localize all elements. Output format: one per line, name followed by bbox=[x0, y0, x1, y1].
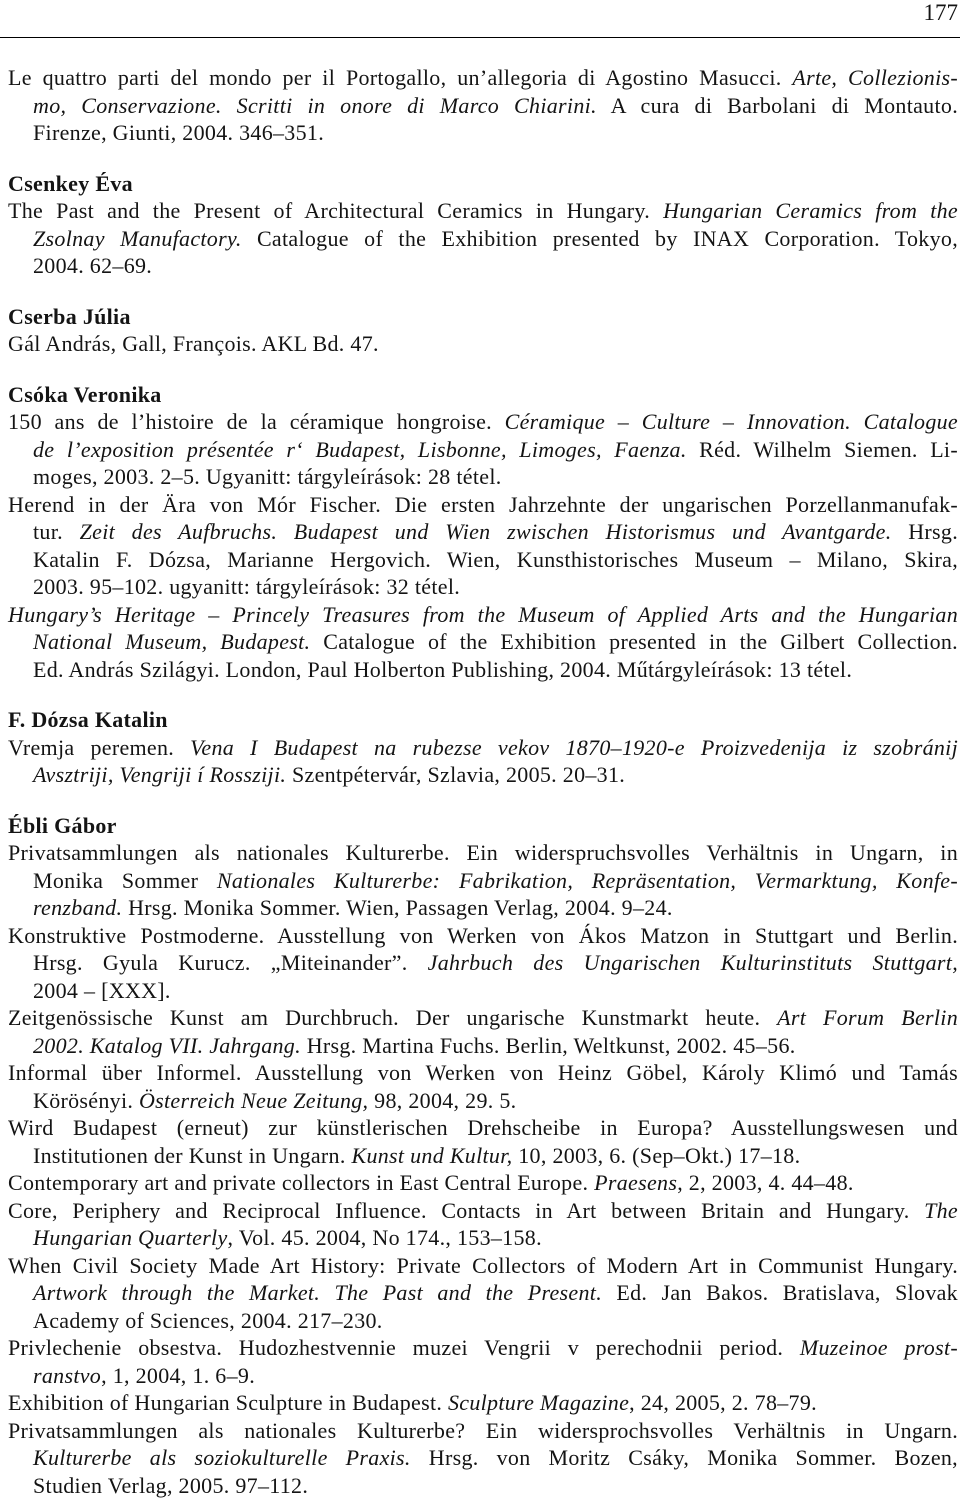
text-segment: Hrsg. Martina Fuchs. Berlin, Weltkunst, 2002. 45–56. bbox=[300, 1032, 796, 1058]
bibliography-entry bbox=[8, 197, 958, 280]
text-segment: Vremja peremen. bbox=[8, 734, 191, 760]
text-segment: Privatsammlungen als nationales Kulturerbe? Ein widersprochsvolles Verhältnis in Ungarn. bbox=[8, 1417, 958, 1443]
entry-line bbox=[8, 1197, 958, 1225]
entry-line bbox=[33, 1444, 958, 1472]
text-segment: Hrsg. von Moritz Csáky, Monika Sommer. Bozen, bbox=[410, 1445, 958, 1470]
italic-title: Vena I Budapest na rubezse vekov 1870–1920-e Proizvedenija iz szobránij bbox=[190, 734, 958, 760]
text-segment: Privlechenie obsestva. Hudozhestvennie muzei Vengrii v perechodnii period. bbox=[8, 1335, 800, 1360]
text-segment: tur. bbox=[33, 519, 80, 544]
text-segment: 150 ans de l’histoire de la céramique hongroise. bbox=[8, 409, 505, 434]
text-segment: 10, 2003, 6. (Sep–Okt.) 17–18. bbox=[512, 1142, 801, 1168]
italic-title: Praesens bbox=[594, 1170, 678, 1195]
author-name: Csóka Veronika bbox=[8, 381, 162, 407]
italic-title: mo, Conservazione. Scritti in onore di Marco Chiarini. bbox=[33, 92, 597, 118]
entry-line bbox=[33, 628, 958, 656]
text-segment: 2004. 62–69. bbox=[33, 253, 153, 278]
entry-line bbox=[33, 1087, 958, 1115]
text-segment: , Vol. 45. 2004, No 174., 153–158. bbox=[227, 1225, 542, 1250]
entry-line bbox=[33, 518, 958, 546]
bibliography-entry bbox=[8, 1334, 958, 1389]
italic-title: Art Forum Berlin bbox=[777, 1005, 958, 1030]
bibliography-entry bbox=[8, 1169, 958, 1197]
bibliography-entry bbox=[8, 330, 958, 358]
author-name: F. Dózsa Katalin bbox=[8, 707, 168, 732]
author-name: Cserba Júlia bbox=[8, 303, 131, 329]
text-segment: Exhibition of Hungarian Sculpture in Budapest. bbox=[8, 1390, 448, 1415]
entry-line bbox=[33, 463, 958, 491]
italic-title: Hungary’s Heritage – Princely Treasures from the Museum of Applied Arts and the Hungarian bbox=[8, 601, 958, 627]
bibliography-entry bbox=[8, 922, 958, 1005]
author-section bbox=[8, 812, 958, 1500]
entry-line bbox=[8, 1417, 958, 1445]
italic-title: 2002. Katalog VII. Jahrgang. bbox=[33, 1032, 301, 1058]
text-segment: Privatsammlungen als nationales Kulturerbe. Ein widerspruchsvolles Verhältnis in Ungarn, in bbox=[8, 840, 958, 865]
italic-title: Kunst und Kultur, bbox=[351, 1142, 513, 1168]
bibliography-entry bbox=[8, 408, 958, 491]
bibliography-entry bbox=[8, 64, 958, 147]
entry-line bbox=[8, 491, 958, 519]
text-segment: Contemporary art and private collectors in East Central Europe. bbox=[8, 1170, 595, 1195]
entry-line bbox=[33, 1362, 958, 1390]
bibliography-entry bbox=[8, 839, 958, 922]
bibliography-entry bbox=[8, 1197, 958, 1252]
text-segment: A cura di Barbolani di Montauto. bbox=[596, 92, 958, 118]
author-section bbox=[8, 303, 958, 358]
italic-title: Sculpture Magazine bbox=[447, 1390, 630, 1415]
entry-line bbox=[33, 949, 958, 977]
entry-line bbox=[33, 1279, 958, 1307]
text-segment: , 2, 2003, 4. 44–48. bbox=[677, 1170, 854, 1195]
text-segment: Catalogue of the Exhibition presented by INAX Corporation. Tokyo, bbox=[241, 225, 958, 251]
text-segment: Ed. Jan Bakos. Bratislava, Slovak bbox=[602, 1280, 958, 1305]
text-segment: , 1, 2004, 1. 6–9. bbox=[101, 1362, 256, 1388]
italic-title: Hungarian Quarterly bbox=[33, 1225, 228, 1250]
text-segment: Informal über Informel. Ausstellung von Werken von Heinz Göbel, Károly Klimó und Tamás bbox=[8, 1060, 958, 1085]
page-number: 177 bbox=[923, 0, 958, 25]
text-segment: Institutionen der Kunst in Ungarn. bbox=[33, 1142, 352, 1168]
text-segment: Wird Budapest (erneut) zur künstlerischen Drehscheibe in Europa? Ausstellungswesen und bbox=[8, 1115, 958, 1140]
text-segment: Core, Periphery and Reciprocal Influence. Contacts in Art between Britain and Hungary. bbox=[8, 1197, 925, 1223]
entry-line bbox=[33, 1142, 958, 1170]
entry-line bbox=[8, 1169, 958, 1197]
text-segment: Körösényi. bbox=[33, 1087, 139, 1113]
bibliography-entry bbox=[8, 1004, 958, 1059]
text-segment: 2004 – [XXX]. bbox=[33, 977, 171, 1003]
italic-title: Céramique – Culture – Innovation. Catalogue bbox=[504, 409, 959, 434]
entry-line bbox=[33, 1224, 958, 1252]
bibliography-entry bbox=[8, 734, 958, 789]
entry-line bbox=[33, 867, 958, 895]
author-section bbox=[8, 706, 958, 789]
text-segment: Ed. András Szilágyi. London, Paul Holberton Publishing, 2004. Műtárgyleírások: 13 tétel. bbox=[33, 656, 853, 682]
entry-line bbox=[33, 573, 958, 601]
text-segment: Firenze, Giunti, 2004. 346–351. bbox=[33, 120, 324, 145]
italic-title: The bbox=[924, 1197, 958, 1223]
entry-line bbox=[8, 1114, 958, 1142]
entry-line bbox=[33, 225, 958, 253]
entry-line bbox=[8, 734, 958, 762]
entry-line bbox=[33, 1032, 958, 1060]
entry-line bbox=[33, 761, 958, 789]
entry-line bbox=[33, 546, 958, 574]
italic-title: Österreich Neue Zeitung, bbox=[138, 1087, 369, 1113]
italic-title: de l’exposition présentée r‘ Budapest, Lisbonne, Limoges, Faenza. bbox=[33, 436, 687, 462]
text-segment: Gál András, Gall, François. AKL Bd. 47. bbox=[8, 331, 379, 356]
text-segment: Szentpétervár, Szlavia, 2005. 20–31. bbox=[286, 762, 626, 787]
header-rule bbox=[0, 37, 960, 38]
italic-title: Artwork through the Market. The Past and the Present. bbox=[33, 1280, 602, 1305]
text-segment: 2003. 95–102. ugyanitt: tárgyleírások: 32 tétel. bbox=[33, 574, 461, 599]
italic-title: ranstvo bbox=[33, 1362, 102, 1388]
italic-title: Avsztriji, Vengriji í Rossziji. bbox=[33, 762, 287, 787]
entry-line bbox=[33, 92, 958, 120]
italic-title: Hungarian Ceramics from the bbox=[663, 198, 958, 223]
author-section bbox=[8, 170, 958, 280]
entry-line bbox=[8, 1252, 958, 1280]
entry-line bbox=[8, 197, 958, 225]
italic-title: Arte, Collezionis- bbox=[792, 65, 958, 90]
entry-line bbox=[8, 1389, 958, 1417]
entry-line bbox=[33, 977, 958, 1005]
author-name: Ébli Gábor bbox=[8, 812, 117, 838]
text-segment: Hrsg. Gyula Kurucz. „Miteinander”. bbox=[33, 950, 428, 975]
text-segment: Hrsg. Monika Sommer. Wien, Passagen Verlag, 2004. 9–24. bbox=[122, 895, 673, 920]
italic-title: Nationales Kulturerbe: Fabrikation, Repräsentation, Vermarktung, Konfe- bbox=[216, 867, 958, 893]
text-segment: Katalin F. Dózsa, Marianne Hergovich. Wien, Kunsthistorisches Museum – Milano, Skira, bbox=[33, 546, 958, 572]
entry-line bbox=[8, 408, 958, 436]
italic-title: National Museum, Budapest. bbox=[33, 629, 311, 654]
bibliography-entry bbox=[8, 1417, 958, 1500]
italic-title: Jahrbuch des Ungarischen Kulturinstituts Stuttgart, bbox=[427, 950, 958, 975]
text-segment: Herend in der Ära von Mór Fischer. Die ersten Jahrzehnte der ungarischen Porzellanmanufak- bbox=[8, 491, 958, 517]
entry-line bbox=[8, 922, 958, 950]
text-segment: Academy of Sciences, 2004. 217–230. bbox=[33, 1307, 383, 1333]
text-segment: , 24, 2005, 2. 78–79. bbox=[629, 1390, 817, 1415]
entry-line bbox=[33, 1472, 958, 1500]
text-segment: Réd. Wilhelm Siemen. Li- bbox=[686, 436, 958, 462]
text-segment: Konstruktive Postmoderne. Ausstellung von Werken von Ákos Matzon in Stuttgart und Berlin. bbox=[8, 922, 958, 948]
entry-line bbox=[33, 119, 958, 147]
bibliography-entry bbox=[8, 1114, 958, 1169]
bibliography-entry bbox=[8, 1059, 958, 1114]
entry-line bbox=[33, 252, 958, 280]
entry-line bbox=[8, 64, 958, 92]
author-section bbox=[8, 381, 958, 684]
entry-line bbox=[8, 839, 958, 867]
text-segment: 98, 2004, 29. 5. bbox=[368, 1087, 517, 1113]
bibliography bbox=[8, 64, 958, 1499]
author-section bbox=[8, 64, 958, 147]
text-segment: The Past and the Present of Architectural Ceramics in Hungary. bbox=[8, 198, 664, 223]
text-segment: When Civil Society Made Art History: Private Collectors of Modern Art in Communist Hungary. bbox=[8, 1252, 958, 1278]
entry-line bbox=[8, 601, 958, 629]
bibliography-entry bbox=[8, 1389, 958, 1417]
entry-line bbox=[8, 330, 958, 358]
entry-line bbox=[8, 1059, 958, 1087]
bibliography-entry bbox=[8, 491, 958, 601]
text-segment: Monika Sommer bbox=[33, 867, 217, 893]
italic-title: renzband. bbox=[33, 895, 123, 920]
entry-line bbox=[33, 1307, 958, 1335]
entry-line bbox=[33, 894, 958, 922]
bibliography-entry bbox=[8, 1252, 958, 1335]
italic-title: Zsolnay Manufactory. bbox=[33, 225, 242, 251]
text-segment: Studien Verlag, 2005. 97–112. bbox=[33, 1472, 309, 1498]
text-segment: moges, 2003. 2–5. Ugyanitt: tárgyleírások: 28 tétel. bbox=[33, 464, 502, 489]
italic-title: Kulturerbe als soziokulturelle Praxis. bbox=[33, 1445, 411, 1470]
entry-line bbox=[8, 1334, 958, 1362]
italic-title: Muzeinoe prost- bbox=[799, 1335, 958, 1360]
bibliography-entry bbox=[8, 601, 958, 684]
entry-line bbox=[8, 1004, 958, 1032]
text-segment: Zeitgenössische Kunst am Durchbruch. Der ungarische Kunstmarkt heute. bbox=[8, 1005, 778, 1030]
italic-title: Zeit des Aufbruchs. Budapest und Wien zwischen Historismus und Avantgarde. bbox=[79, 519, 892, 544]
text-segment: Le quattro parti del mondo per il Portogallo, un’allegoria di Agostino Masucci. bbox=[8, 65, 793, 90]
author-name: Csenkey Éva bbox=[8, 170, 133, 196]
entry-line bbox=[33, 436, 958, 464]
text-segment: Hrsg. bbox=[891, 519, 959, 544]
entry-line bbox=[33, 656, 958, 684]
text-segment: Catalogue of the Exhibition presented in the Gilbert Collection. bbox=[310, 629, 958, 654]
